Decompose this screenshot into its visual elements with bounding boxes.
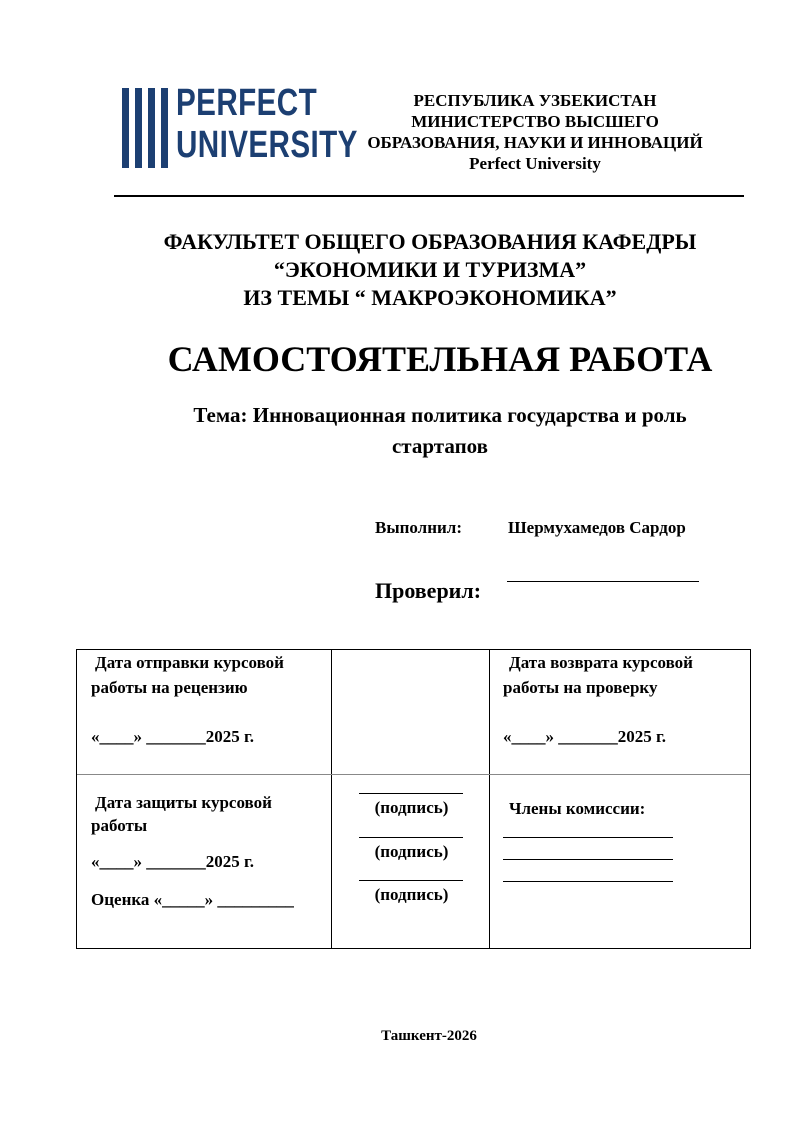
- logo-bar: [148, 88, 155, 168]
- return-date-label-line2: работы на проверку: [503, 678, 658, 697]
- signature-caption: (подпись): [374, 885, 449, 904]
- signature-line: [359, 880, 463, 881]
- header-university: Perfect University: [469, 154, 601, 173]
- performed-label: Выполнил:: [375, 518, 463, 537]
- signature-caption: (подпись): [374, 842, 449, 861]
- send-date-label-line1: Дата отправки курсовой: [95, 653, 284, 672]
- performed-name: Шермухамедов Сардор: [508, 518, 686, 537]
- institution-header: [340, 90, 730, 174]
- table-divider: [331, 650, 332, 948]
- return-date-label-line1: Дата возврата курсовой: [509, 653, 693, 672]
- header-ministry: МИНИСТЕРСТВО ВЫСШЕГО: [411, 112, 659, 131]
- signature-line: [359, 837, 463, 838]
- header-divider: [114, 195, 744, 197]
- return-date-value: «____» _______2025 г.: [503, 727, 667, 746]
- header-ministry-cont: ОБРАЗОВАНИЯ, НАУКИ И ИННОВАЦИЙ: [367, 133, 703, 152]
- table-divider: [489, 650, 490, 948]
- checked-signature-line: [507, 581, 699, 582]
- topic: [120, 400, 760, 462]
- logo-text-line1: PERFECT: [176, 82, 318, 124]
- logo-text-line2: UNIVERSITY: [176, 124, 358, 166]
- faculty-heading: [80, 228, 780, 312]
- send-date-value: «____» _______2025 г.: [91, 727, 255, 746]
- checked-label: Проверил:: [375, 578, 482, 603]
- defense-date-label-line1: Дата защиты курсовой: [95, 793, 272, 812]
- faculty-line3: ИЗ ТЕМЫ “ МАКРОЭКОНОМИКА”: [243, 285, 617, 310]
- faculty-line2: “ЭКОНОМИКИ И ТУРИЗМА”: [273, 257, 587, 282]
- page-title: САМОСТОЯТЕЛЬНАЯ РАБОТА: [167, 339, 713, 379]
- member-line: [503, 859, 673, 860]
- defense-date-value: «____» _______2025 г.: [91, 852, 255, 871]
- member-line: [503, 837, 673, 838]
- member-line: [503, 881, 673, 882]
- university-logo: [122, 82, 358, 172]
- topic-line2: стартапов: [391, 434, 488, 458]
- signature-line: [359, 793, 463, 794]
- commission-members-label: Члены комиссии:: [509, 799, 646, 818]
- logo-bar: [135, 88, 142, 168]
- defense-date-label-line2: работы: [91, 816, 148, 835]
- signature-caption: (подпись): [374, 798, 449, 817]
- table-row-divider: [77, 774, 750, 775]
- grade-field: Оценка «_____» _________: [91, 890, 294, 909]
- logo-bar: [161, 88, 168, 168]
- header-country: РЕСПУБЛИКА УЗБЕКИСТАН: [413, 91, 657, 110]
- city-year: Ташкент-2026: [381, 1028, 477, 1044]
- send-date-label-line2: работы на рецензию: [91, 678, 248, 697]
- topic-line1: Тема: Инновационная политика государства и роль: [193, 403, 687, 427]
- logo-bar: [122, 88, 129, 168]
- faculty-line1: ФАКУЛЬТЕТ ОБЩЕГО ОБРАЗОВАНИЯ КАФЕДРЫ: [163, 229, 697, 254]
- review-table: [76, 649, 751, 949]
